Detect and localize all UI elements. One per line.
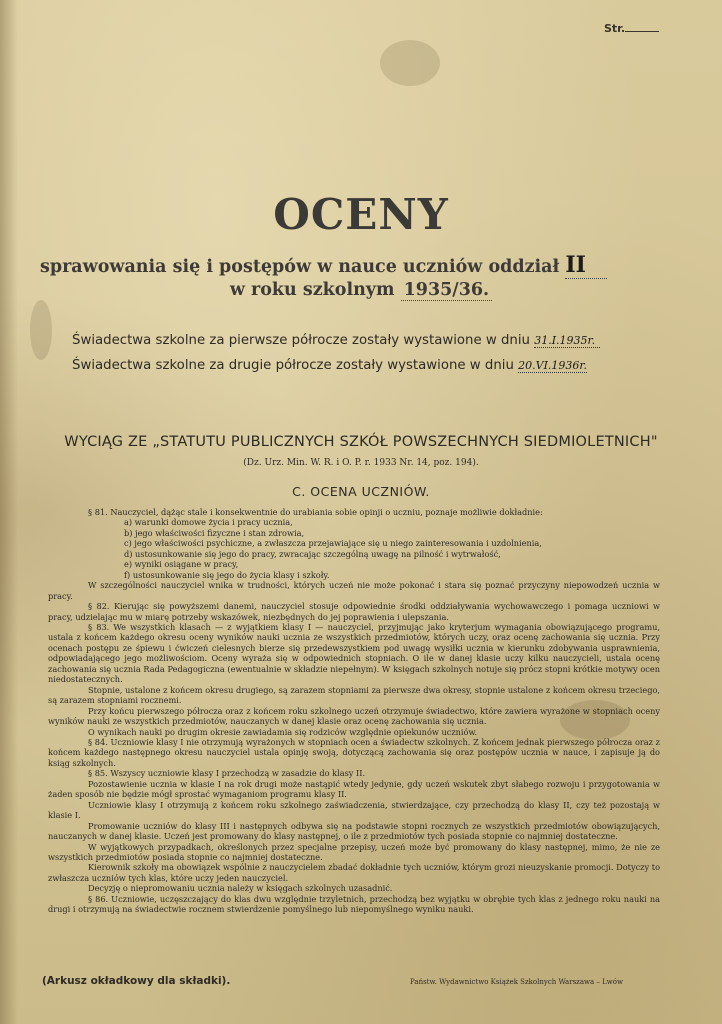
statute-paragraph: W szczególności nauczyciel wnika w trudności, których uczeń nie może pokonać i stara się poznać przyczyny niepowodzeń ucznia w pracy. — [48, 580, 660, 601]
section-title: C. OCENA UCZNIÓW. — [292, 484, 430, 499]
second-certificate-text: Świadectwa szkolne za drugie półrocze zostały wystawione w dniu — [72, 358, 514, 373]
statute-paragraph: Pozostawienie ucznia w klasie I na rok drugi może nastąpić wtedy jedynie, gdy uczeń wskutek zbyt słabego rozwoju i przygotowania w żaden sposób nie będzie mógł sprostać wymaganiom programu klasy II. — [48, 778, 660, 800]
list-item: a) warunki domowe życia i pracy ucznia, — [124, 517, 293, 528]
paper-stain — [30, 300, 52, 360]
school-year-prefix: w roku szkolnym — [229, 280, 395, 300]
page-edge-shadow — [0, 0, 18, 1024]
list-item: b) jego właściwości fizyczne i stan zdrowia, — [124, 527, 305, 538]
statute-paragraph: O wynikach nauki po drugim okresie zawiadamia się rodziców względnie opiekunów uczniów. — [88, 726, 478, 737]
paragraph-81-intro: § 81. Nauczyciel, dążąc stale i konsekwentnie do urabiania sobie opinji o uczniu, poznaje możliwie dokładnie: — [88, 507, 543, 517]
paper-stain — [380, 40, 440, 86]
statute-paragraph: Kierownik szkoły ma obowiązek wspólnie z nauczycielem zbadać dokładnie tych uczniów, którym grozi nieuzyskanie promocji. Dotyczy to zwłaszcza uczniów tych klas, które uczy jeden nauczyciel. — [48, 862, 660, 883]
second-semester-certificate-line — [72, 358, 642, 373]
page-number-blank — [625, 31, 659, 32]
first-certificate-date: 31.I.1935r. — [534, 334, 600, 348]
list-item: d) ustosunkowanie się jego do pracy, zwracając szczególną uwagę na pilność i wytrwałość, — [124, 548, 501, 559]
class-number-handwritten: II — [565, 252, 607, 279]
statute-title: WYCIĄG ZE „STATUTU PUBLICZNYCH SZKÓŁ POWSZECHNYCH SIEDMIOLETNICH" — [64, 434, 658, 450]
list-item: e) wyniki osiągane w pracy, — [124, 559, 239, 570]
list-item: c) jego właściwości psychiczne, a zwłaszcza przejawiające się u niego zainteresowania i uzdolnienia, — [124, 538, 542, 549]
statute-paragraph: § 83. We wszystkich klasach — z wyjątkiem klasy I — nauczyciel, przyjmując jako kryterjum wymagania obowiązującego programu, ustala z końcem każdego okresu oceny wyników nauki ucznia ze wszystkich przedmiotów, których uczy, oraz ocenę zachowania się ucznia. Przy ocenach postępu ze śpiewu i ćwiczeń cielesnych bierze się przedewszystkiem pod uwagę wysiłki ucznia w kierunku zdobywania usprawnienia, odpowiadającego jego możliwościom. Oceny wyraża się w odpowiednich stopniach. O ile w danej klasie uczy kilku nauczycieli, ustala ocenę zachowania się ucznia Rada Pedagogiczna (ewentualnie w składzie niepełnym). W księgach szkolnych notuje się prócz stopni krótkie motywy ocen niedostatecznych. — [48, 621, 660, 685]
document-title: OCENY — [273, 190, 449, 239]
statute-paragraph: § 82. Kierując się powyższemi danemi, nauczyciel stosuje odpowiednie środki oddziaływania wychowawczego i pomaga uczniowi w pracy, udzielając mu w miarę potrzeby wskazówek, niezbędnych do jej poprawienia i ulepszania. — [48, 601, 660, 622]
paragraph-81-list — [124, 517, 660, 580]
statute-paragraph: Uczniowie klasy I otrzymują z końcem roku szkolnego zaświadczenia, stwierdzające, czy przechodzą do klasy II, czy też pozostają w klasie I. — [48, 799, 660, 821]
second-certificate-date: 20.VI.1936r. — [518, 359, 587, 372]
page-number-label: Str. — [604, 22, 626, 35]
statute-paragraph: Przy końcu pierwszego półrocza oraz z końcem roku szkolnego uczeń otrzymuje świadectwo, które zawiera wyrażone w stopniach oceny wyników nauki ze wszystkich przedmiotów, nauczanych w danej klasie oraz ocenę zachowania się ucznia. — [48, 705, 660, 727]
statute-paragraph: Promowanie uczniów do klasy III i następnych odbywa się na podstawie stopni rocznych ze wszystkich przedmiotów obowiązujących, nauczanych w danej klasie. Uczeń jest promowany do klasy następnej, o ile z przedmiotów tych posiada stopnie co najmniej dostateczne. — [48, 820, 660, 842]
school-year-value: 1935/36. — [401, 280, 493, 301]
document-subtitle — [40, 252, 700, 279]
publisher-imprint: Państw. Wydawnictwo Książek Szkolnych Warszawa – Lwów — [410, 978, 623, 986]
school-year-line — [0, 280, 722, 300]
statute-reference: (Dz. Urz. Min. W. R. i O. P. r. 1933 Nr. 14, poz. 194). — [243, 458, 479, 468]
statute-paragraph: Stopnie, ustalone z końcem okresu drugiego, są zarazem stopniami za pierwsze dwa okresy, stopnie ustalone z końcem okresu trzeciego, są zarazem stopniami rocznemi. — [48, 684, 660, 706]
list-item: f) ustosunkowanie się jego do życia klasy i szkoły. — [124, 569, 330, 580]
first-certificate-text: Świadectwa szkolne za pierwsze półrocze zostały wystawione w dniu — [72, 333, 530, 348]
subtitle-text: sprawowania się i postępów w nauce uczniów oddział — [40, 257, 560, 277]
statute-paragraph: § 86. Uczniowie, uczęszczający do klas dwu względnie trzyletnich, przechodzą bez wyjątku w obrębie tych klas z jednego roku nauki na drugi i otrzymują na świadectwie rocznem stwierdzenie pomyślnego lub niepomyślnego wyniku nauki. — [48, 893, 660, 915]
page-number-field — [604, 22, 659, 35]
statute-paragraph: § 85. Wszyscy uczniowie klasy I przechodzą w zasadzie do klasy II. — [88, 768, 366, 779]
first-semester-certificate-line — [72, 333, 642, 348]
statute-paragraph: W wyjątkowych przypadkach, określonych przez specjalne przepisy, uczeń może być promowany do klasy następnej, mimo, że nie ze wszystkich przedmiotów posiada stopnie co najmniej dostateczne. — [48, 841, 660, 862]
statute-body — [48, 507, 660, 915]
footer-note: (Arkusz okładkowy dla składki). — [42, 975, 231, 987]
statute-paragraph: § 84. Uczniowie klasy I nie otrzymują wyrażonych w stopniach ocen a świadectw szkolnych. Z końcem jednak pierwszego półrocza oraz z końcem każdego następnego okresu nauczyciel ustala opinję swoją, dotyczącą zachowania się oraz postępów ucznia w nauce, i zapisuje ją do ksiąg szkolnych. — [48, 736, 660, 768]
statute-paragraph: Decyzję o niepromowaniu ucznia należy w księgach szkolnych uzasadnić. — [88, 883, 393, 894]
